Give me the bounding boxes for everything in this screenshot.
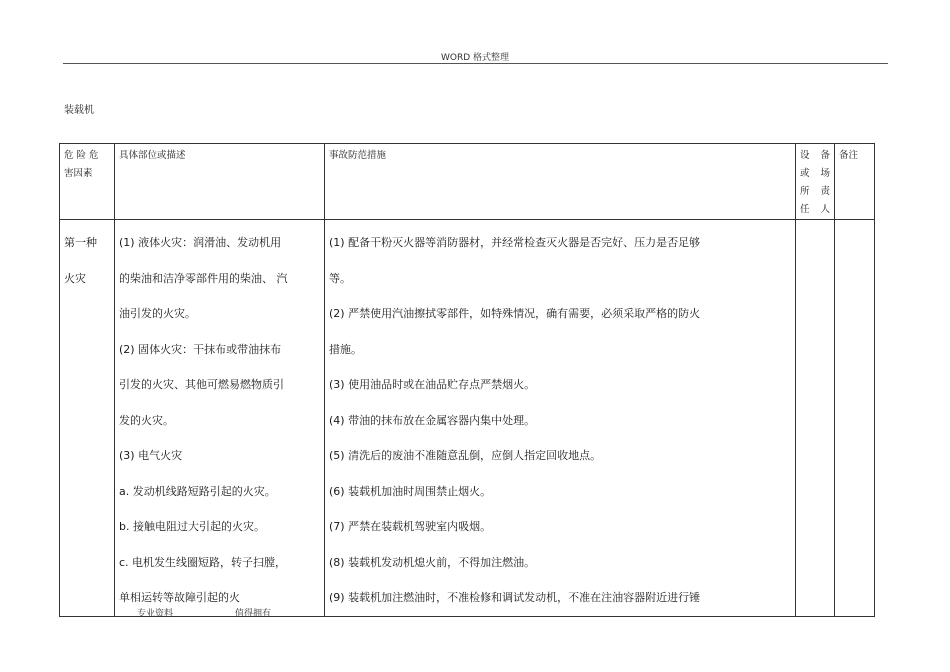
footer-left-text: 专业资料 xyxy=(137,609,174,619)
header-hazard-line: 危 险 危 xyxy=(64,150,99,161)
responsible-value xyxy=(796,220,834,225)
measure-line: (5) 清洗后的废油不准随意乱倒，应倒人指定回收地点。 xyxy=(329,449,602,462)
hazard-table xyxy=(59,143,875,617)
measure-line: 措施。 xyxy=(329,342,362,356)
measure-line: 等。 xyxy=(329,271,351,285)
location-line: 的柴油和洁净零部件用的柴油、 汽 xyxy=(119,271,288,285)
table-row xyxy=(60,220,875,617)
location-line: b. 接触电阻过大引起的火灾。 xyxy=(119,520,265,533)
measure-line: (7) 严禁在装载机驾驶室内吸烟。 xyxy=(329,520,492,533)
page-header: WORD 格式整理 xyxy=(440,53,510,63)
measure-line: (9) 装载机加注燃油时，不准检修和调试发动机，不准在注油容器附近进行锤 xyxy=(329,591,701,604)
cell-hazard-factor xyxy=(60,220,115,617)
header-hazard-line: 害因素 xyxy=(64,168,93,179)
location-line: (3) 电气火灾 xyxy=(119,449,183,462)
measure-line: (4) 带油的抹布放在金属容器内集中处理。 xyxy=(329,413,536,427)
location-line: a. 发动机线路短路引起的火灾。 xyxy=(119,484,276,498)
cell-prevention-measures xyxy=(325,220,796,617)
header-responsible-line: 所 责 xyxy=(800,186,830,197)
cell-remarks xyxy=(835,220,875,617)
measure-line: (6) 装载机加油时周围禁止烟火。 xyxy=(329,484,492,498)
header-measures-label: 事故防范措施 xyxy=(329,150,387,161)
header-divider xyxy=(63,63,888,64)
footer-right-text: 值得拥有 xyxy=(235,609,272,619)
header-hazard-factor xyxy=(60,144,115,220)
location-line: c. 电机发生线圈短路，转子扫膛， xyxy=(119,555,287,569)
header-responsible xyxy=(796,144,835,220)
header-remarks-label: 备注 xyxy=(839,150,859,161)
measure-line: (1) 配备干粉灭火器等消防器材，并经常检查灭火器是否完好、压力是否足够 xyxy=(329,236,701,249)
cell-responsible xyxy=(796,220,835,617)
measure-line: (3) 使用油品时或在油品贮存点严禁烟火。 xyxy=(329,378,536,391)
location-line: 发的火灾。 xyxy=(119,413,174,427)
location-line: (2) 固体火灾：干抹布或带油抹布 xyxy=(119,342,282,356)
location-line: 油引发的火灾。 xyxy=(119,307,196,320)
header-responsible-line: 任人 xyxy=(800,204,830,215)
table-header-row xyxy=(60,144,875,220)
location-line: 单相运转等故障引起的火 xyxy=(119,591,240,604)
header-location-label: 具体部位或描述 xyxy=(119,150,186,161)
measure-line: (8) 装载机发动机熄火前，不得加注燃油。 xyxy=(329,555,536,569)
cell-location-description xyxy=(115,220,325,617)
header-measures xyxy=(325,144,796,220)
location-line: (1) 液体火灾：润滑油、发动机用 xyxy=(119,236,282,249)
location-line: 引发的火灾、其他可燃易燃物质引 xyxy=(119,378,284,391)
measure-line: (2) 严禁使用汽油擦拭零部件，如特殊情况，确有需要，必须采取严格的防火 xyxy=(329,307,701,320)
remarks-value xyxy=(835,220,874,225)
hazard-line: 第一种 xyxy=(64,236,97,249)
header-remarks xyxy=(835,144,875,220)
header-location xyxy=(115,144,325,220)
hazard-line: 火灾 xyxy=(64,271,86,285)
header-responsible-line: 或 场 xyxy=(800,168,830,179)
document-title: 装载机 xyxy=(64,105,94,116)
header-responsible-line: 设 备 xyxy=(800,150,830,161)
